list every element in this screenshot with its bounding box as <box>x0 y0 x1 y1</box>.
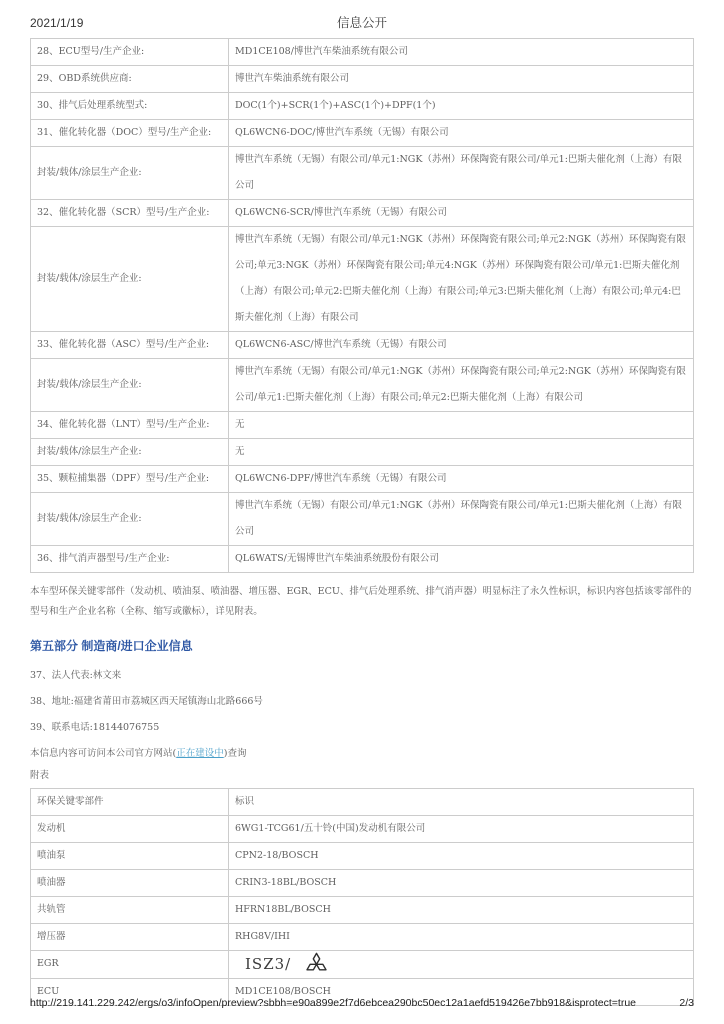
legal-representative-line: 37、法人代表:林文来 <box>30 670 122 681</box>
website-line-suffix: )查询 <box>223 748 247 759</box>
row-label-cell: 31、催化转化器（DOC）型号/生产企业: <box>31 120 229 147</box>
table-row <box>31 789 694 816</box>
row-label-cell: 喷油器 <box>31 870 229 897</box>
footer-url: http://219.141.229.242/ergs/o3/infoOpen/preview?sbbh=e90a899e2f7d6ebcea290bc50ec12a1aefd519426e7bb918&isprotect=true <box>30 997 637 1009</box>
table-row <box>31 466 694 493</box>
row-label-cell: 喷油泵 <box>31 843 229 870</box>
row-value-cell: 6WG1-TCG61/五十铃(中国)发动机有限公司 <box>229 816 694 843</box>
three-diamond-logo-icon <box>305 952 328 976</box>
row-value-cell: QL6WCN6-DPF/博世汽车系统（无锡）有限公司 <box>229 466 694 493</box>
row-label-cell: EGR <box>31 951 229 979</box>
row-label-cell: 环保关键零部件 <box>31 789 229 816</box>
emission-parts-table <box>30 38 694 573</box>
page-title: 信息公开 <box>337 15 388 30</box>
table-row <box>31 546 694 573</box>
row-label-cell: 封装/载体/涂层生产企业: <box>31 227 229 332</box>
table-row <box>31 93 694 120</box>
table-row <box>31 816 694 843</box>
row-value-cell: 博世汽车系统（无锡）有限公司/单元1:NGK（苏州）环保陶瓷有限公司;单元2:NGK（苏州）环保陶瓷有限公司/单元1:巴斯夫催化剂（上海）有限公司;单元2:巴斯夫催化剂（上海）有限公司 <box>229 359 694 412</box>
row-label-cell: 发动机 <box>31 816 229 843</box>
section5-heading: 第五部分 制造商/进口企业信息 <box>30 639 193 653</box>
table-row <box>31 924 694 951</box>
website-line <box>30 747 694 760</box>
row-value-cell: QL6WATS/无锡博世汽车柴油系统股份有限公司 <box>229 546 694 573</box>
table-row <box>31 39 694 66</box>
print-footer <box>30 997 694 1009</box>
row-value-cell: QL6WCN6-DOC/博世汽车系统（无锡）有限公司 <box>229 120 694 147</box>
table-row <box>31 412 694 439</box>
row-label-cell: 封装/载体/涂层生产企业: <box>31 439 229 466</box>
table-row <box>31 439 694 466</box>
row-value-cell: 博世汽车系统（无锡）有限公司/单元1:NGK（苏州）环保陶瓷有限公司;单元2:NGK（苏州）环保陶瓷有限公司;单元3:NGK（苏州）环保陶瓷有限公司;单元4:NGK（苏州）环保陶瓷有限公司/单元1:巴斯夫催化剂（上海）有限公司;单元2:巴斯夫催化剂（上海）有限公司;单元3:巴斯夫催化剂（上海）有限公司;单元4:巴斯夫催化剂（上海）有限公司 <box>229 227 694 332</box>
row-label-cell: 封装/载体/涂层生产企业: <box>31 359 229 412</box>
row-label-cell: 封装/载体/涂层生产企业: <box>31 493 229 546</box>
row-value-cell: 无 <box>229 439 694 466</box>
under-construction-link[interactable]: 正在建设中 <box>176 748 224 759</box>
row-value-cell: QL6WCN6-ASC/博世汽车系统（无锡）有限公司 <box>229 332 694 359</box>
footer-page-number: 2/3 <box>679 997 694 1009</box>
row-label-cell: 33、催化转化器（ASC）型号/生产企业: <box>31 332 229 359</box>
table-row <box>31 493 694 546</box>
table-row <box>31 359 694 412</box>
table-row <box>31 951 694 979</box>
row-value-cell: 标识 <box>229 789 694 816</box>
row-value-cell: CPN2-18/BOSCH <box>229 843 694 870</box>
row-value-cell: 博世汽车系统（无锡）有限公司/单元1:NGK（苏州）环保陶瓷有限公司/单元1:巴斯夫催化剂（上海）有限公司 <box>229 147 694 200</box>
row-value-cell: 无 <box>229 412 694 439</box>
address-line: 38、地址:福建省莆田市荔城区西天尾镇海山北路666号 <box>30 696 263 707</box>
appendix-marking-table <box>30 788 694 1006</box>
row-value-cell <box>229 951 694 979</box>
row-label-cell: 共轨管 <box>31 897 229 924</box>
print-date: 2021/1/19 <box>30 16 84 30</box>
website-line-prefix: 本信息内容可访问本公司官方网站( <box>30 748 177 759</box>
row-label-cell: 30、排气后处理系统型式: <box>31 93 229 120</box>
row-value-cell: 博世汽车系统（无锡）有限公司/单元1:NGK（苏州）环保陶瓷有限公司/单元1:巴斯夫催化剂（上海）有限公司 <box>229 493 694 546</box>
table-row <box>31 200 694 227</box>
appendix-label: 附表 <box>30 770 50 781</box>
print-header <box>30 13 694 31</box>
row-value-cell: DOC(1个)+SCR(1个)+ASC(1个)+DPF(1个) <box>229 93 694 120</box>
table-row <box>31 120 694 147</box>
table-row <box>31 897 694 924</box>
table-row <box>31 870 694 897</box>
table-row <box>31 147 694 200</box>
row-label-cell: ECU <box>31 978 229 1005</box>
row-value-cell: MD1CE108/博世汽车柴油系统有限公司 <box>229 39 694 66</box>
phone-line: 39、联系电话:18144076755 <box>30 722 160 733</box>
row-label-cell: 34、催化转化器（LNT）型号/生产企业: <box>31 412 229 439</box>
table-row <box>31 332 694 359</box>
table-row <box>31 843 694 870</box>
row-value-cell: HFRN18BL/BOSCH <box>229 897 694 924</box>
egr-marking-text: ISZ3/ <box>245 955 292 973</box>
row-value-cell: RHG8V/IHI <box>229 924 694 951</box>
row-value-cell: QL6WCN6-SCR/博世汽车系统（无锡）有限公司 <box>229 200 694 227</box>
row-label-cell: 封装/载体/涂层生产企业: <box>31 147 229 200</box>
row-value-cell: 博世汽车柴油系统有限公司 <box>229 66 694 93</box>
table-row <box>31 66 694 93</box>
table-row <box>31 227 694 332</box>
row-value-cell: CRIN3-18BL/BOSCH <box>229 870 694 897</box>
row-label-cell: 36、排气消声器型号/生产企业: <box>31 546 229 573</box>
row-label-cell: 35、颗粒捕集器（DPF）型号/生产企业: <box>31 466 229 493</box>
row-label-cell: 28、ECU型号/生产企业: <box>31 39 229 66</box>
row-label-cell: 29、OBD系统供应商: <box>31 66 229 93</box>
row-label-cell: 增压器 <box>31 924 229 951</box>
row-label-cell: 32、催化转化器（SCR）型号/生产企业: <box>31 200 229 227</box>
permanent-marking-note: 本车型环保关键零部件（发动机、喷油泵、喷油器、增压器、EGR、ECU、排气后处理系统、排气消声器）明显标注了永久性标识，标识内容包括该零部件的型号和生产企业名称（全称、缩写或徽标），详见附表。 <box>30 586 692 617</box>
row-value-cell: MD1CE108/BOSCH <box>229 978 694 1005</box>
